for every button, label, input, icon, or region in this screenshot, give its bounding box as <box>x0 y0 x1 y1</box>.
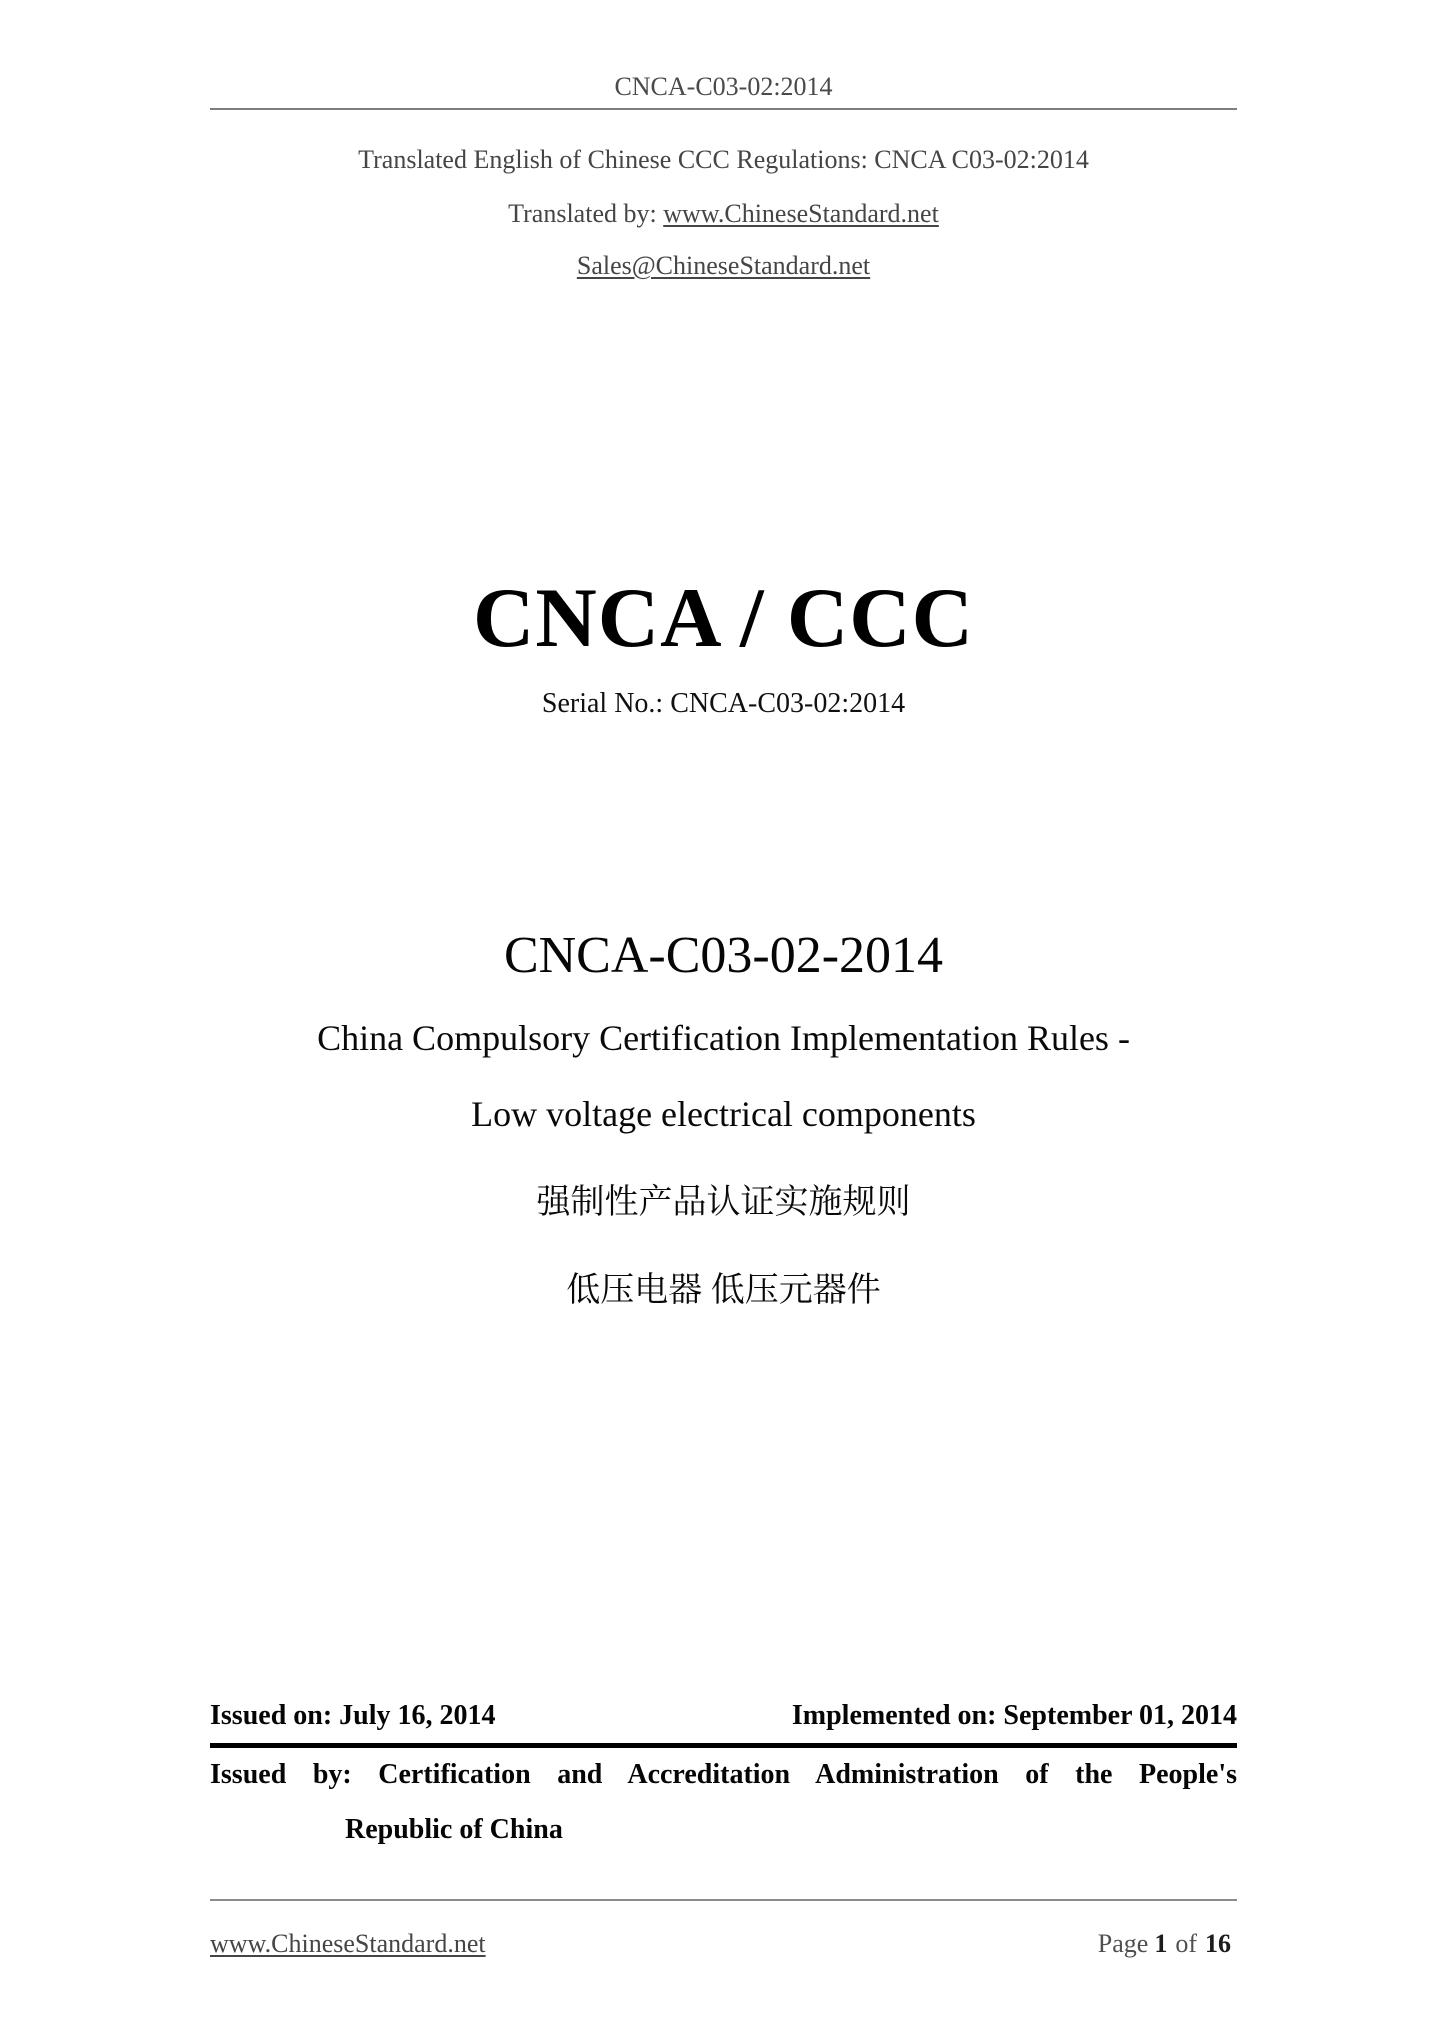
translated-by-line <box>210 199 1237 229</box>
footer-website-link[interactable]: www.ChineseStandard.net <box>210 1929 486 1958</box>
total-page-number: 16 <box>1205 1929 1231 1958</box>
serial-number: Serial No.: CNCA-C03-02:2014 <box>541 688 906 719</box>
footer-divider <box>210 1899 1237 1901</box>
translated-by-label: Translated by: <box>508 199 664 228</box>
issuance-divider <box>210 1743 1237 1748</box>
issued-on-date: Issued on: July 16, 2014 <box>210 1700 496 1731</box>
of-label: of <box>1175 1929 1197 1958</box>
page-label: Page <box>1097 1929 1149 1958</box>
issued-by-line1: Issued by: Certification and Accreditation Administration of the People's <box>210 1759 1237 1790</box>
sales-contact-line <box>210 251 1237 281</box>
sales-email-link[interactable]: Sales@ChineseStandard.net <box>576 251 871 280</box>
standard-title-english-line2: Low voltage electrical components <box>471 1094 976 1134</box>
running-header-doc-code: CNCA-C03-02:2014 <box>614 72 833 101</box>
issue-dates-row <box>210 1699 1237 1733</box>
translation-note: Translated English of Chinese CCC Regulations: CNCA C03-02:2014 <box>358 145 1089 174</box>
current-page-number: 1 <box>1154 1929 1168 1958</box>
standard-code-title: CNCA-C03-02-2014 <box>503 927 944 984</box>
document-main-title: CNCA / CCC <box>472 571 975 665</box>
header-divider <box>210 108 1237 110</box>
page-indicator <box>1098 1929 1237 1959</box>
standard-title-chinese-line1: 强制性产品认证实施规则 <box>536 1184 911 1221</box>
translator-website-link[interactable]: www.ChineseStandard.net <box>663 199 939 228</box>
page-footer <box>210 1929 1237 1959</box>
issued-by-line2: Republic of China <box>345 1814 563 1845</box>
implemented-on-date: Implemented on: September 01, 2014 <box>791 1700 1237 1731</box>
page-content <box>210 72 1237 1959</box>
standard-title-english-line1: China Compulsory Certification Implementation Rules - <box>317 1018 1130 1058</box>
standard-title-chinese-line2: 低压电器 低压元器件 <box>566 1272 881 1309</box>
